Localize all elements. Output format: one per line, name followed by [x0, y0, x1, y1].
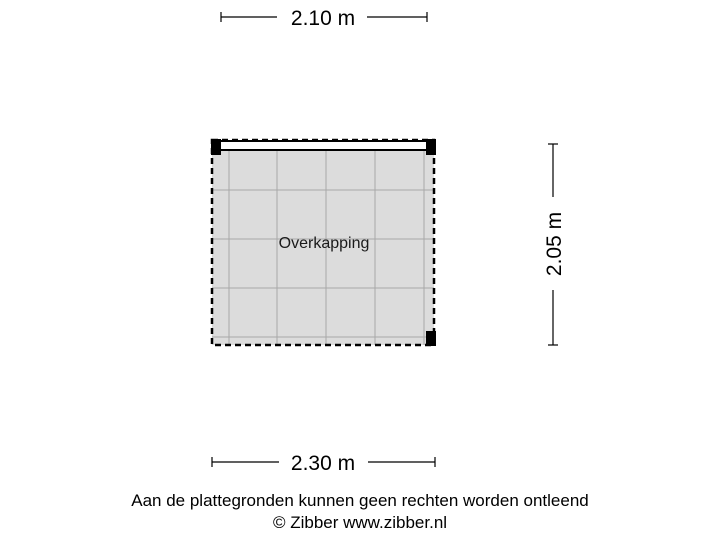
post-top-right	[426, 139, 436, 155]
disclaimer-text: Aan de plattegronden kunnen geen rechten worden ontleend	[131, 491, 589, 510]
room-overkapping	[211, 139, 436, 346]
dimension-top	[221, 7, 427, 30]
post-bottom-right	[426, 331, 436, 346]
dimension-top-label: 2.10 m	[290, 7, 356, 30]
dimension-right-label: 2.05 m	[543, 211, 566, 277]
beam	[218, 141, 428, 150]
dimension-bottom-label: 2.30 m	[290, 452, 356, 475]
copyright-text: © Zibber www.zibber.nl	[272, 513, 448, 532]
dimension-bottom	[212, 452, 435, 475]
dimension-right	[543, 144, 566, 345]
room-label: Overkapping	[278, 235, 370, 252]
post-top-left	[211, 139, 221, 155]
